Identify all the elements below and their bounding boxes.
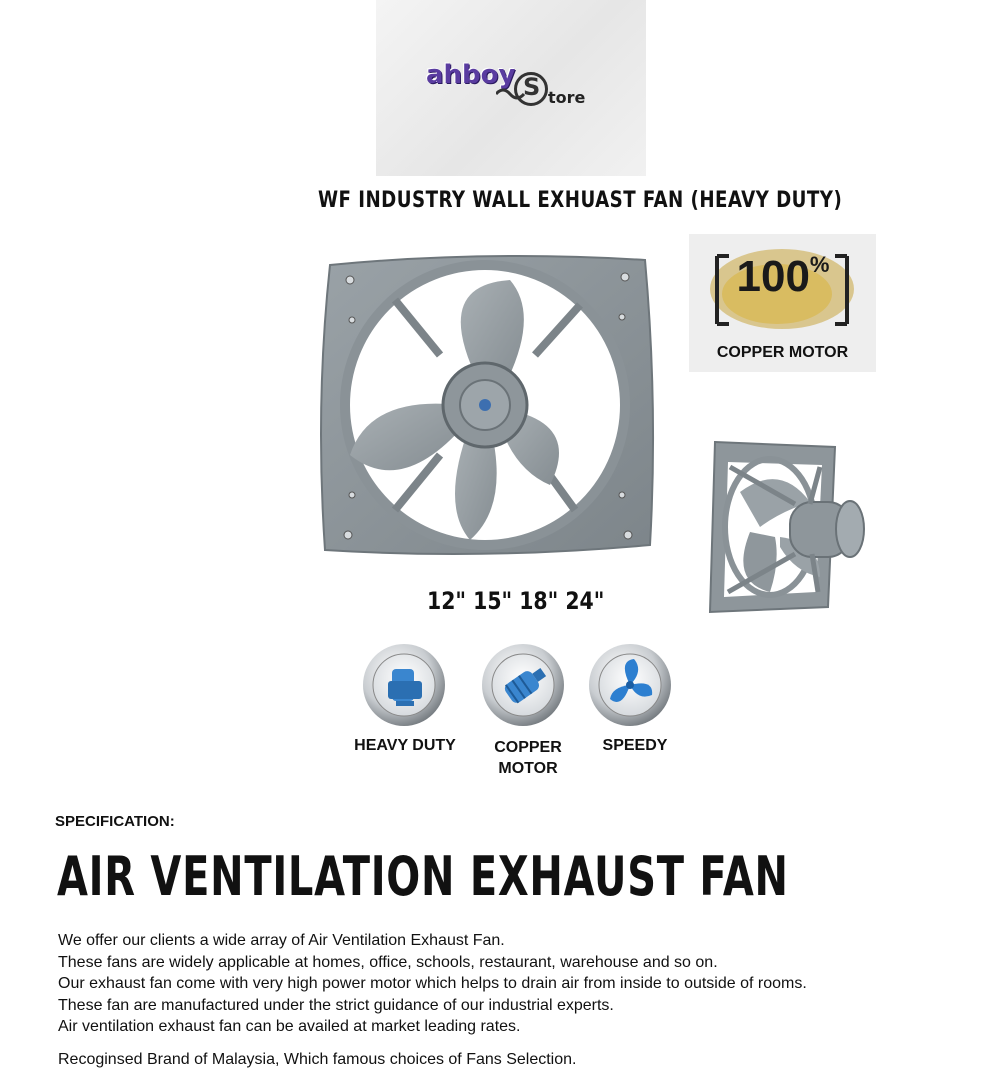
specification-label: SPECIFICATION: xyxy=(55,813,175,830)
badge-value: 100% xyxy=(736,252,830,301)
logo-brand-text: ahboy xyxy=(426,60,516,90)
available-sizes: 12" 15" 18" 24" xyxy=(427,587,605,615)
badge-label: COPPER MOTOR xyxy=(716,344,849,361)
description-line: Our exhaust fan come with very high power motor which helps to drain air from inside to outside of rooms. xyxy=(58,975,807,992)
store-logo xyxy=(376,0,646,176)
heavy-duty-icon xyxy=(362,643,446,727)
copper-motor-icon xyxy=(481,643,565,727)
exhaust-fan-front-image xyxy=(310,245,660,565)
exhaust-fan-side-image xyxy=(700,432,875,617)
logo-s-circle xyxy=(514,72,548,106)
copper-motor-badge xyxy=(689,234,876,372)
description-line: These fan are manufactured under the strict guidance of our industrial experts. xyxy=(58,996,614,1014)
brand-statement: Recoginsed Brand of Malaysia, Which famous choices of Fans Selection. xyxy=(58,1051,577,1068)
description-line: Air ventilation exhaust fan can be availed at market leading rates. xyxy=(58,1018,521,1035)
logo-suffix: tore xyxy=(548,88,586,107)
specification-title: AIR VENTILATION EXHAUST FAN xyxy=(57,845,789,908)
logo-initial: S xyxy=(523,73,541,101)
feature-label-copper-motor: COPPER MOTOR xyxy=(494,739,562,777)
product-title: WF INDUSTRY WALL EXHUAST FAN (HEAVY DUTY) xyxy=(318,188,843,213)
description-line: These fans are widely applicable at homes, office, schools, restaurant, warehouse and so on. xyxy=(58,953,718,971)
speedy-fan-icon xyxy=(588,643,672,727)
feature-label-heavy-duty: HEAVY DUTY xyxy=(354,737,456,754)
description xyxy=(58,930,958,1038)
feature-label-speedy: SPEEDY xyxy=(602,737,668,754)
description-line: We offer our clients a wide array of Air Ventilation Exhaust Fan. xyxy=(58,932,505,949)
